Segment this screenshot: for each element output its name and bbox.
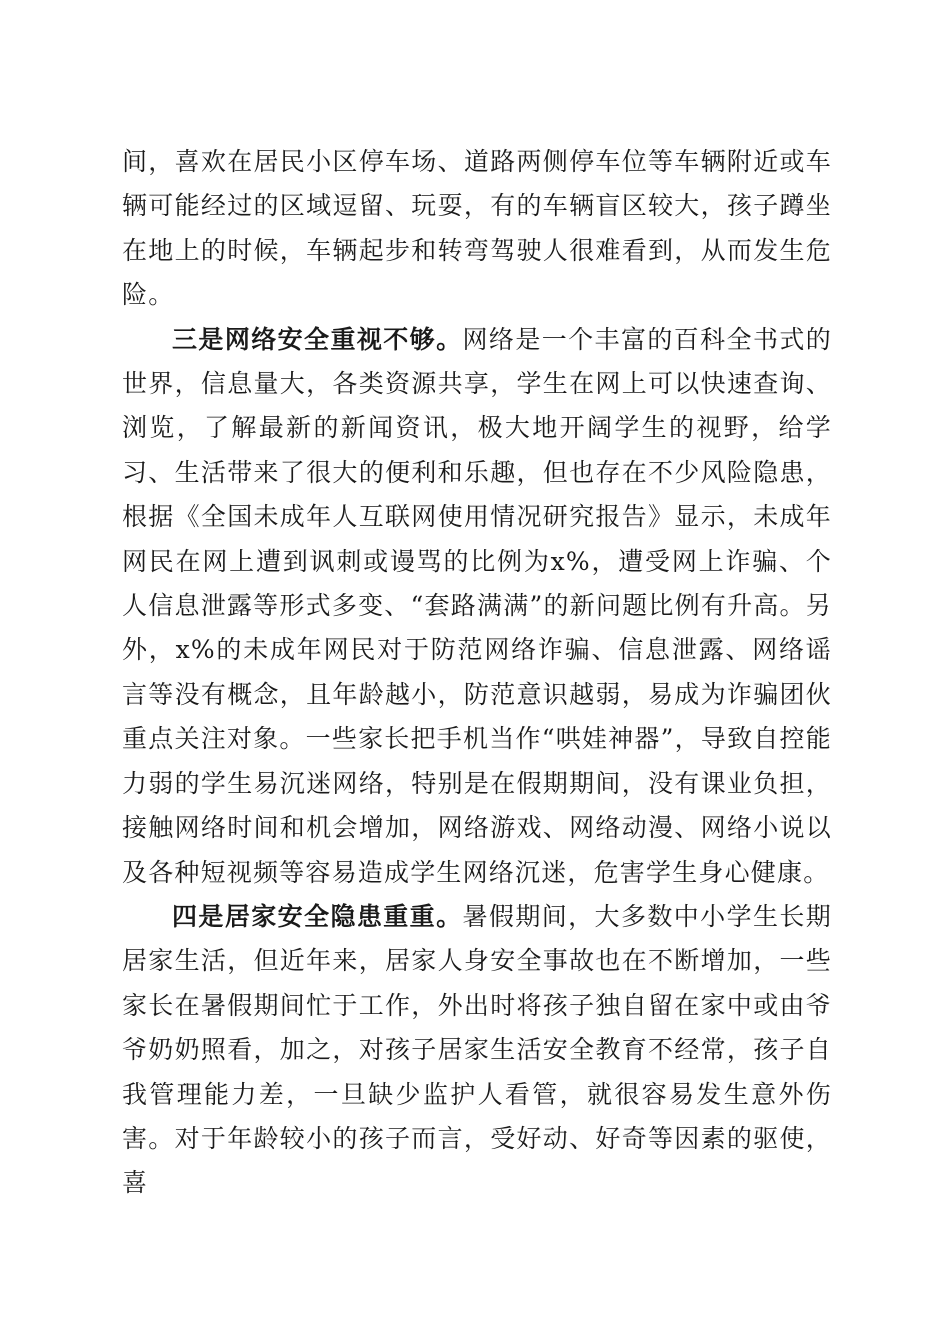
paragraph-network-safety xyxy=(122,318,832,895)
paragraph-text: 暑假期间，大多数中小学生长期居家生活，但近年来，居家人身安全事故也在不断增加，一些家长在暑假期间忙于工作，外出时将孩子独自留在家中或由爷爷奶奶照看，加之，对孩子居家生活安全教育不经常，孩子自我管理能力差，一旦缺少监护人看管，就很容易发生意外伤害。对于年龄较小的孩子而言，受好动、好奇等因素的驱使，喜 xyxy=(122,901,833,1198)
paragraph-continuation xyxy=(122,140,832,318)
paragraph-lead: 四是居家安全隐患重重。 xyxy=(172,901,463,931)
paragraph-home-safety xyxy=(122,895,832,1206)
paragraph-text: 间，喜欢在居民小区停车场、道路两侧停车位等车辆附近或车辆可能经过的区域逗留、玩耍，有的车辆盲区较大，孩子蹲坐在地上的时候，车辆起步和转弯驾驶人很难看到，从而发生危险。 xyxy=(122,147,832,310)
paragraph-text: 网络是一个丰富的百科全书式的世界，信息量大，各类资源共享，学生在网上可以快速查询、浏览，了解最新的新闻资讯，极大地开阔学生的视野，给学习、生活带来了很大的便利和乐趣，但也存在不少风险隐患，根据《全国未成年人互联网使用情况研究报告》显示，未成年网民在网上遭到讽刺或谩骂的比例为x%，遭受网上诈骗、个人信息泄露等形式多变、“套路满满”的新问题比例有升高。另外，x%的未成年网民对于防范网络诈骗、信息泄露、网络谣言等没有概念，且年龄越小，防范意识越弱，易成为诈骗团伙重点关注对象。一些家长把手机当作“哄娃神器”，导致自控能力弱的学生易沉迷网络，特别是在假期期间，没有课业负担，接触网络时间和机会增加，网络游戏、网络动漫、网络小说以及各种短视频等容易造成学生网络沉迷，危害学生身心健康。 xyxy=(122,324,833,887)
document-body xyxy=(122,140,832,1206)
paragraph-lead: 三是网络安全重视不够。 xyxy=(172,324,463,354)
